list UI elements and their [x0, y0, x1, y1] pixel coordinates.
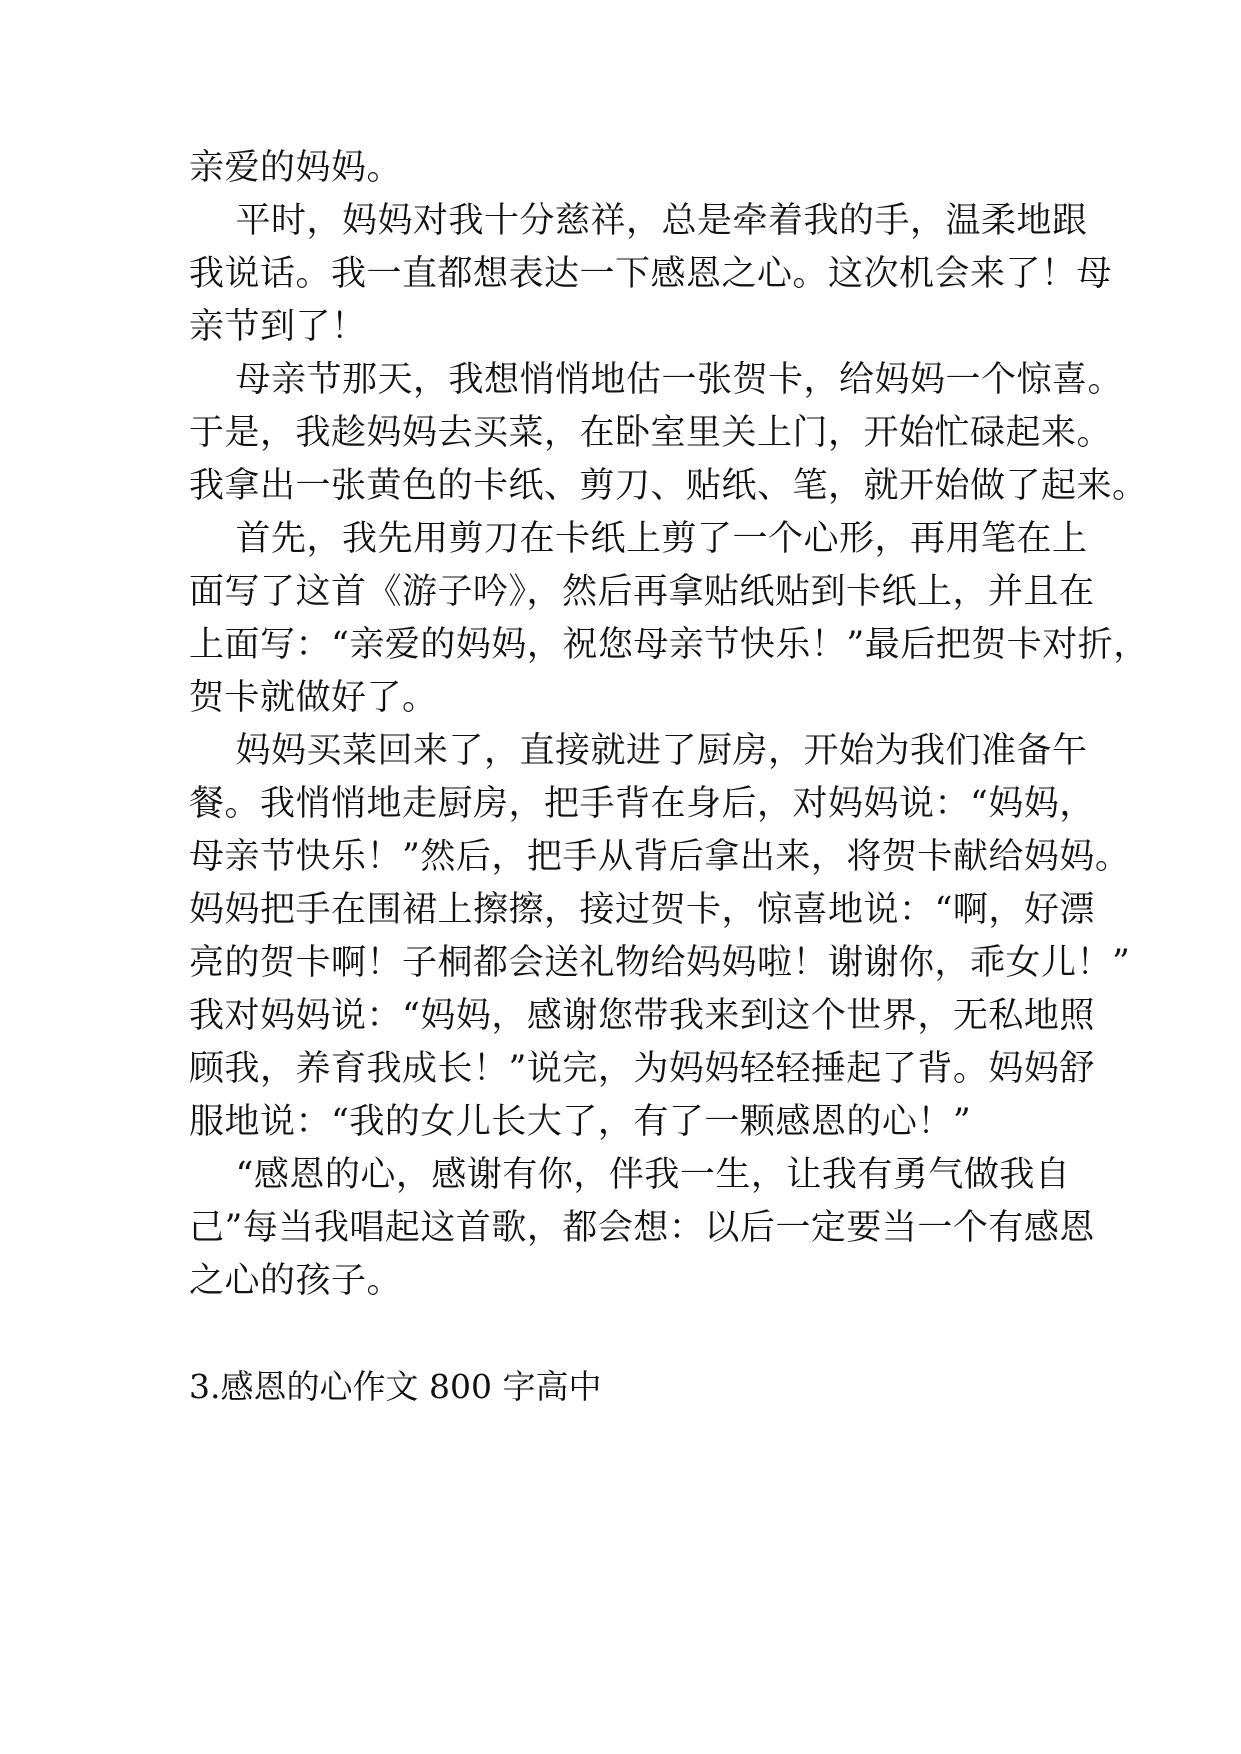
- section-heading: 3.感恩的心作文 800 字高中: [189, 1367, 602, 1406]
- text-line: 我对妈妈说：“妈妈，感谢您带我来到这个世界，无私地照: [189, 996, 1095, 1036]
- text-line: 顾我，养育我成长！”说完，为妈妈轻轻捶起了背。妈妈舒: [189, 1049, 1095, 1089]
- text-line: 亲节到了！: [189, 307, 367, 347]
- text-line: 于是，我趁妈妈去买菜，在卧室里关上门，开始忙碌起来。: [189, 413, 1113, 453]
- text-line: 服地说：“我的女儿长大了，有了一颗感恩的心！”: [189, 1102, 972, 1142]
- paragraph-start-line: “感恩的心，感谢有你，伴我一生，让我有勇气做我自: [189, 1155, 1071, 1195]
- text-line: 己”每当我唱起这首歌，都会想：以后一定要当一个有感恩: [189, 1208, 1095, 1248]
- paragraph-start-line: 妈妈买菜回来了，直接就进了厨房，开始为我们准备午: [189, 731, 1088, 771]
- paragraph-start-line: 平时，妈妈对我十分慈祥，总是牵着我的手，温柔地跟: [189, 201, 1088, 241]
- text-line: 亮的贺卡啊！子桐都会送礼物给妈妈啦！谢谢你，乖女儿！”: [189, 943, 1131, 983]
- text-line: 我拿出一张黄色的卡纸、剪刀、贴纸、笔，就开始做了起来。: [189, 466, 1148, 506]
- text-line: 餐。我悄悄地走厨房，把手背在身后，对妈妈说：“妈妈，: [189, 784, 1095, 824]
- text-line: 面写了这首《游子吟》，然后再拿贴纸贴到卡纸上，并且在: [189, 572, 1095, 612]
- text-line: 之心的孩子。: [189, 1261, 403, 1301]
- paragraph-start-line: 首先，我先用剪刀在卡纸上剪了一个心形，再用笔在上: [189, 519, 1088, 559]
- text-line: 母亲节快乐！”然后，把手从背后拿出来，将贺卡献给妈妈。: [189, 837, 1131, 877]
- text-line: 贺卡就做好了。: [189, 678, 438, 718]
- text-line: 我说话。我一直都想表达一下感恩之心。这次机会来了！母: [189, 254, 1113, 294]
- text-line: 亲爱的妈妈。: [189, 148, 403, 188]
- text-line: 妈妈把手在围裙上擦擦，接过贺卡，惊喜地说：“啊，好漂: [189, 890, 1095, 930]
- paragraph-start-line: 母亲节那天，我想悄悄地估一张贺卡，给妈妈一个惊喜。: [189, 360, 1124, 400]
- text-line: 上面写：“亲爱的妈妈，祝您母亲节快乐！”最后把贺卡对折，: [189, 625, 1149, 665]
